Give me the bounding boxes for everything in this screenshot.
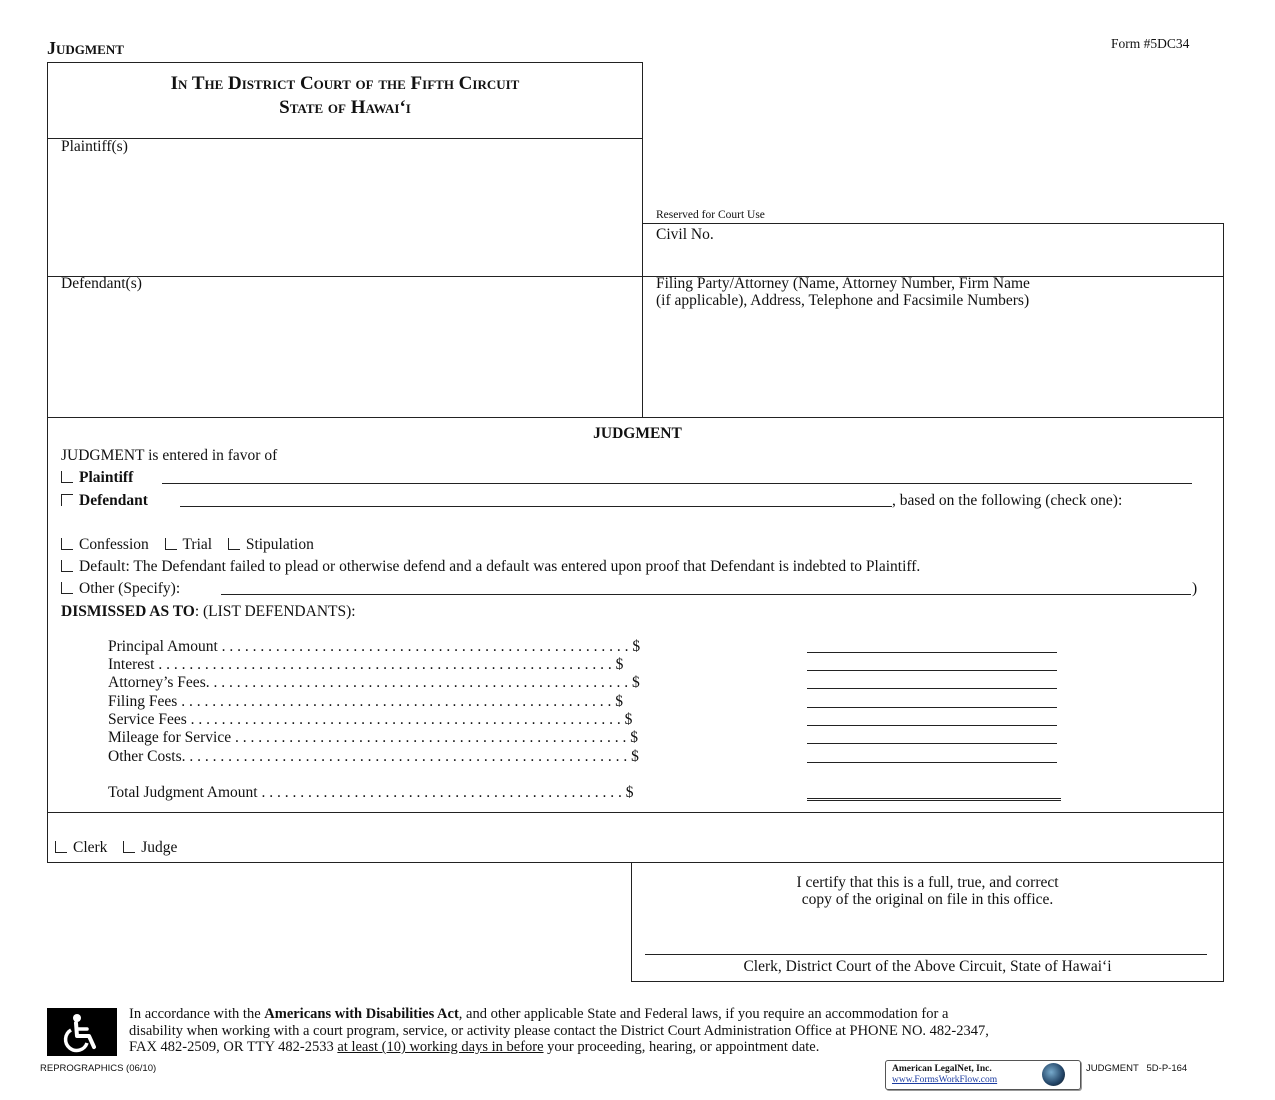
other-costs-field[interactable] — [807, 750, 1057, 763]
reserved-court-use-label: Reserved for Court Use — [656, 209, 765, 221]
filing-fees-field[interactable] — [807, 695, 1057, 708]
ada-act-name: Americans with Disabilities Act — [264, 1006, 459, 1022]
dismissed-label: DISMISSED AS TO — [61, 603, 195, 620]
defendants-label: Defendant(s) — [61, 275, 142, 292]
vendor-url-link[interactable]: www.FormsWorkFlow.com — [892, 1075, 998, 1085]
defendants-field[interactable] — [61, 290, 636, 412]
court-name-line1: In The District Court of the Fifth Circuit — [170, 73, 520, 94]
document-title: Judgment — [47, 38, 124, 58]
trial-checkbox[interactable] — [165, 538, 177, 550]
attorney-fees-field[interactable] — [807, 676, 1057, 689]
plaintiffs-label: Plaintiff(s) — [61, 138, 128, 155]
plaintiff-label: Plaintiff — [79, 469, 134, 486]
other-row — [61, 580, 180, 598]
other-specify-line[interactable] — [221, 582, 1191, 595]
service-fees-field[interactable] — [807, 713, 1057, 726]
plaintiff-row — [61, 469, 133, 487]
amount-row-other-costs: Other Costs. . . . . . . . . . . . . . . . . . . . . . . . . . . . . . . . . . . . . . . . . . . . . . . . . . . . . . . . . . $ — [108, 748, 639, 765]
amount-row-interest: Interest . . . . . . . . . . . . . . . . . . . . . . . . . . . . . . . . . . . . . . . . . . . . . . . . . . . . . . . . . . . $ — [108, 656, 624, 673]
defendant-row — [61, 492, 148, 510]
stipulation-checkbox[interactable] — [228, 538, 240, 550]
other-checkbox[interactable] — [61, 582, 73, 594]
trial-label: Trial — [182, 536, 213, 553]
defendant-label: Defendant — [79, 492, 148, 509]
default-checkbox[interactable] — [61, 560, 73, 572]
ada-deadline: at least (10) working days in before — [337, 1039, 544, 1055]
total-judgment-row: Total Judgment Amount . . . . . . . . . . . . . . . . . . . . . . . . . . . . . . . . . . . . . . . . . . . . . . . $ — [108, 784, 634, 801]
judge-label: Judge — [141, 839, 178, 856]
vendor-name: American LegalNet, Inc. — [892, 1064, 992, 1074]
ada-notice — [129, 1006, 1224, 1056]
stipulation-label: Stipulation — [245, 536, 314, 553]
clerk-signature-line[interactable] — [645, 954, 1207, 955]
default-text: Default: The Defendant failed to plead or otherwise defend and a default was entered upon proof that Defendant is indebted to Plaintiff. — [79, 558, 921, 575]
based-on-text: , based on the following (check one): — [892, 492, 1123, 509]
civil-no-label: Civil No. — [656, 226, 714, 243]
globe-icon — [1042, 1063, 1065, 1086]
filing-party-label-line2: (if applicable), Address, Telephone and Facsimile Numbers) — [656, 292, 1030, 309]
ada-line3: FAX 482-2509, OR TTY 482-2533 at least (10) working days in before your proceeding, hearing, or appointment date. — [129, 1039, 820, 1055]
dismissed-row — [61, 603, 356, 621]
confession-checkbox[interactable] — [61, 538, 73, 550]
vendor-badge — [885, 1060, 1081, 1090]
plaintiff-name-line[interactable] — [162, 471, 1192, 484]
judge-checkbox[interactable] — [123, 841, 135, 853]
other-close-paren: ) — [1192, 580, 1198, 597]
court-title-box — [47, 62, 643, 139]
clerk-label: Clerk — [73, 839, 108, 856]
wheelchair-accessibility-icon — [47, 1008, 117, 1056]
signer-row — [55, 839, 177, 857]
basis-options-row — [61, 536, 314, 554]
certify-line1: I certify that this is a full, true, and correct — [796, 874, 1059, 891]
plaintiff-checkbox[interactable] — [61, 471, 73, 483]
total-judgment-field[interactable] — [807, 786, 1061, 801]
form-code: JUDGMENT 5D-P-164 — [1086, 1063, 1188, 1074]
clerk-checkbox[interactable] — [55, 841, 67, 853]
plaintiffs-field[interactable] — [61, 151, 636, 271]
defendant-name-line[interactable] — [180, 494, 892, 507]
certify-box — [631, 862, 1224, 982]
mileage-field[interactable] — [807, 731, 1057, 744]
judgment-heading: JUDGMENT — [593, 425, 682, 442]
amount-row-attorney-fees: Attorney’s Fees. . . . . . . . . . . . . . . . . . . . . . . . . . . . . . . . . . . . . . . . . . . . . . . . . . . . . . . $ — [108, 674, 640, 691]
reprographics-code: REPROGRAPHICS (06/10) — [40, 1063, 157, 1074]
confession-label: Confession — [79, 536, 149, 553]
amount-row-principal: Principal Amount . . . . . . . . . . . . . . . . . . . . . . . . . . . . . . . . . . . . . . . . . . . . . . . . . . . . . $ — [108, 638, 641, 655]
dismissed-suffix: : (LIST DEFENDANTS): — [194, 603, 356, 620]
filing-party-label-line1: Filing Party/Attorney (Name, Attorney Number, Firm Name — [656, 275, 1030, 292]
entered-in-favor-text: JUDGMENT is entered in favor of — [61, 447, 278, 464]
filing-party-field[interactable] — [656, 312, 1216, 412]
ada-line2: disability when working with a court program, service, or activity please contact the District Court Administration Office at PHONE NO. 482-2347, — [129, 1022, 989, 1039]
civil-no-field[interactable] — [735, 228, 1215, 268]
defendant-checkbox[interactable] — [61, 494, 73, 506]
form-number: Form #5DC34 — [1111, 36, 1190, 51]
principal-amount-field[interactable] — [807, 640, 1057, 653]
amount-row-mileage: Mileage for Service . . . . . . . . . . . . . . . . . . . . . . . . . . . . . . . . . . . . . . . . . . . . . . . . . . . $ — [108, 729, 638, 746]
other-label: Other (Specify): — [79, 580, 181, 597]
amount-row-filing-fees: Filing Fees . . . . . . . . . . . . . . . . . . . . . . . . . . . . . . . . . . . . . . . . . . . . . . . . . . . . . . . . $ — [108, 693, 623, 710]
ada-line1: In accordance with the Americans with Disabilities Act, and other applicable State and Federal laws, if you require an accommodation for a — [129, 1006, 949, 1022]
certify-line2: copy of the original on file in this office. — [801, 891, 1054, 908]
interest-field[interactable] — [807, 658, 1057, 671]
amount-row-service-fees: Service Fees . . . . . . . . . . . . . . . . . . . . . . . . . . . . . . . . . . . . . . . . . . . . . . . . . . . . . . . . $ — [108, 711, 633, 728]
clerk-signature-label: Clerk, District Court of the Above Circuit, State of Hawai‘i — [743, 958, 1112, 975]
default-row — [61, 558, 920, 576]
court-name-line2: State of Hawai‘i — [279, 97, 411, 118]
